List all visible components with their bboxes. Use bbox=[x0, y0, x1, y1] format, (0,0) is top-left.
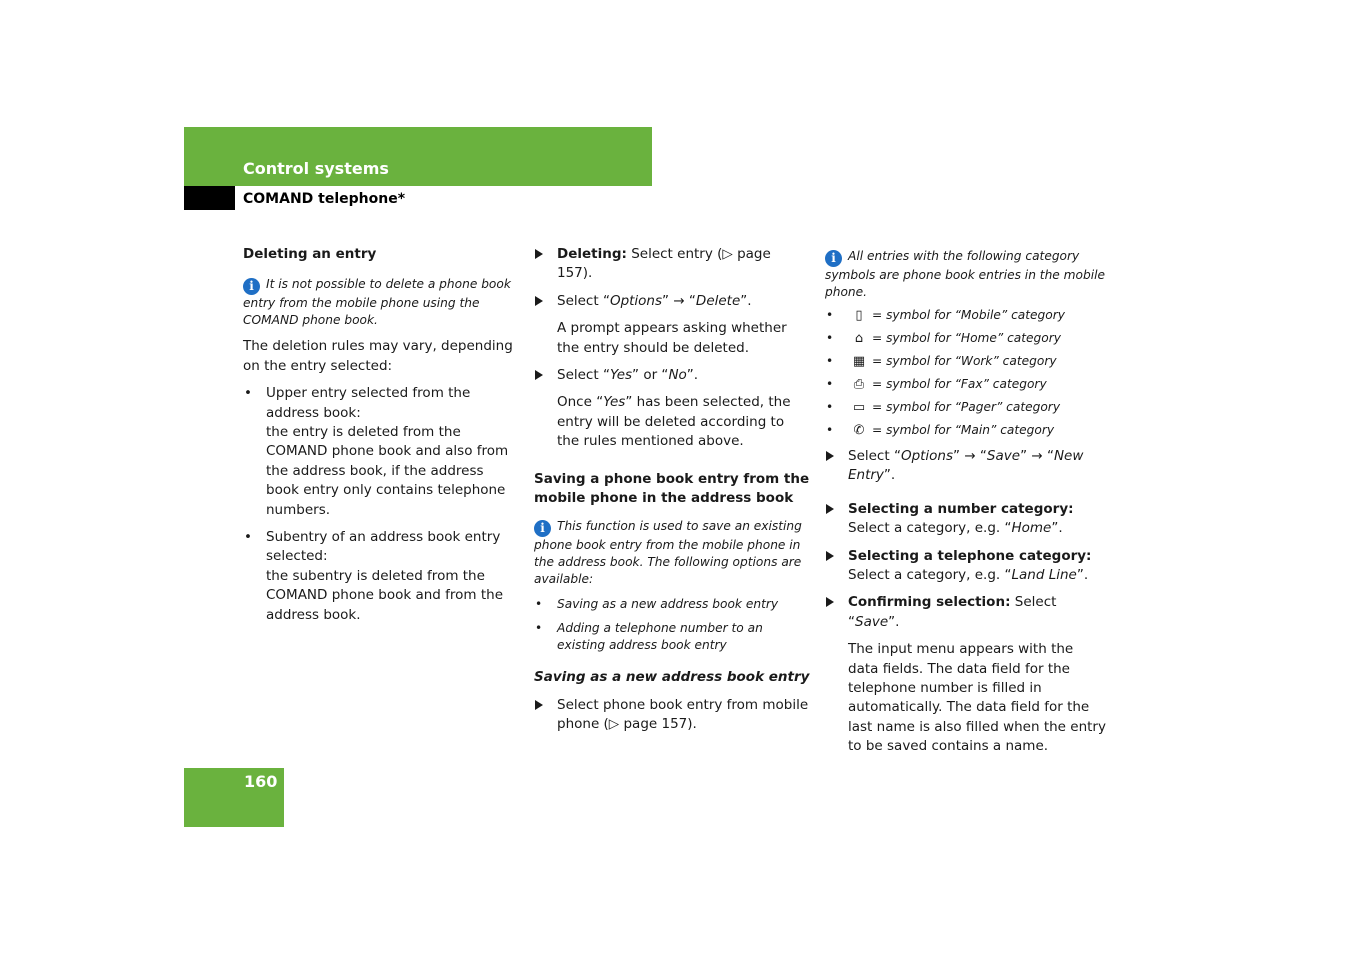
menu-term: New Entry bbox=[848, 448, 1084, 484]
menu-term: Home bbox=[1011, 520, 1052, 537]
step-label: Confirming selection: bbox=[848, 594, 1011, 611]
menu-term: Options bbox=[609, 292, 663, 309]
step-text: Select a category, e.g. “ bbox=[848, 520, 1012, 537]
pager-icon: ▭ bbox=[852, 400, 866, 415]
fax-icon: ⎙ bbox=[853, 377, 865, 392]
step-telephone-category bbox=[825, 547, 1107, 586]
work-icon: ▦ bbox=[852, 354, 866, 369]
category-text: = symbol for “Pager” category bbox=[872, 400, 1061, 414]
mobile-icon: ▯ bbox=[855, 308, 863, 323]
info-note-text: It is not possible to delete a phone book entry from the mobile phone using the COMAND phone book. bbox=[243, 277, 511, 328]
menu-term: Save bbox=[855, 613, 889, 630]
step-text: ”. bbox=[1076, 567, 1089, 584]
step-text: ”. bbox=[686, 367, 699, 384]
delete-steps bbox=[534, 245, 810, 452]
list-item bbox=[825, 307, 1107, 324]
step-arrow-icon bbox=[535, 296, 543, 306]
info-note-text: All entries with the following category symbols are phone book entries in the mobile phone. bbox=[825, 249, 1105, 299]
save-steps bbox=[534, 696, 810, 735]
step-arrow-icon bbox=[826, 551, 834, 561]
info-icon: i bbox=[825, 250, 842, 267]
step-text: ” has been selected, the entry will be deleted according to the rules mentioned above. bbox=[557, 394, 791, 450]
deletion-rules-list bbox=[243, 384, 519, 625]
step-text: ”. bbox=[883, 467, 896, 484]
list-item-text: the entry is deleted from the COMAND phone book and also from the address book, if the address book entry only contains telephone numbers. bbox=[266, 424, 509, 518]
menu-term: No bbox=[668, 367, 687, 384]
menu-term: Options bbox=[900, 448, 954, 464]
step-select-phonebook-entry bbox=[534, 696, 810, 735]
list-item bbox=[243, 528, 519, 625]
step-select-yes-no bbox=[534, 366, 810, 452]
list-item bbox=[825, 422, 1107, 439]
step-confirm-selection bbox=[825, 593, 1107, 756]
step-deleting bbox=[534, 245, 810, 284]
step-arrow-icon bbox=[535, 370, 543, 380]
save-options-list bbox=[534, 596, 810, 654]
step-text: ” or “ bbox=[632, 367, 669, 384]
step-text: Select “ bbox=[848, 594, 1057, 630]
step-text: ” → “ bbox=[953, 448, 987, 464]
step-result: The input menu appears with the data fields. The data field for the telephone number is filled in automatically. The data field for the last name is also filled when the entry to be saved contains a name. bbox=[848, 641, 1106, 755]
heading-deleting-entry: Deleting an entry bbox=[243, 246, 377, 262]
subsection-title: COMAND telephone* bbox=[243, 191, 406, 207]
step-text: Select a category, e.g. “ bbox=[848, 567, 1012, 584]
step-text: Select entry (▷ page 157). bbox=[557, 246, 771, 282]
list-item bbox=[825, 353, 1107, 370]
step-text: ”. bbox=[888, 613, 900, 630]
step-text: Select “ bbox=[557, 292, 610, 309]
home-icon: ⌂ bbox=[854, 331, 864, 346]
list-item bbox=[243, 384, 519, 520]
step-label: Selecting a number category: bbox=[848, 500, 1074, 517]
column-2 bbox=[534, 245, 810, 743]
page-number: 160 bbox=[244, 772, 278, 791]
menu-term: Land Line bbox=[1011, 567, 1077, 584]
info-icon: i bbox=[243, 278, 260, 295]
info-note bbox=[534, 518, 810, 588]
step-text: Select “ bbox=[848, 448, 901, 464]
list-item bbox=[825, 399, 1107, 416]
list-item-text: the subentry is deleted from the COMAND phone book and from the address book. bbox=[266, 567, 504, 623]
heading-saving-entry: Saving a phone book entry from the mobile phone in the address book bbox=[534, 470, 810, 507]
info-note bbox=[243, 276, 519, 329]
step-text: ” → “ bbox=[1020, 448, 1054, 464]
step-select-save-new bbox=[825, 447, 1107, 486]
category-text: = symbol for “Main” category bbox=[872, 423, 1055, 437]
category-text: = symbol for “Work” category bbox=[872, 354, 1057, 368]
list-item-lead: Upper entry selected from the address book: bbox=[266, 385, 471, 421]
subsection-marker bbox=[184, 186, 235, 210]
step-label: Selecting a telephone category: bbox=[848, 547, 1092, 564]
step-arrow-icon bbox=[535, 249, 543, 259]
menu-term: Save bbox=[986, 448, 1021, 464]
column-3 bbox=[825, 248, 1107, 765]
category-text: = symbol for “Home” category bbox=[872, 331, 1061, 345]
list-item: • Saving as a new address book entry bbox=[534, 596, 810, 613]
step-text: Select phone book entry from mobile phone (▷ page 157). bbox=[557, 696, 809, 733]
step-text: Once “ bbox=[557, 394, 604, 411]
info-icon: i bbox=[534, 520, 551, 537]
section-title: Control systems bbox=[243, 159, 389, 178]
step-arrow-icon bbox=[535, 700, 543, 710]
info-note bbox=[825, 248, 1107, 301]
list-item bbox=[825, 376, 1107, 393]
list-item: • Adding a telephone number to an existing address book entry bbox=[534, 620, 810, 654]
category-steps bbox=[825, 447, 1107, 757]
step-arrow-icon bbox=[826, 451, 834, 461]
list-item-lead: Subentry of an address book entry selected: bbox=[266, 529, 501, 565]
step-text: Select “ bbox=[557, 367, 610, 384]
step-text: ”. bbox=[1051, 520, 1063, 537]
intro-text: The deletion rules may vary, depending on the entry selected: bbox=[243, 338, 513, 374]
step-text: ”. bbox=[740, 292, 752, 309]
category-text: = symbol for “Fax” category bbox=[872, 377, 1047, 391]
column-1 bbox=[243, 245, 519, 633]
step-result: A prompt appears asking whether the entry should be deleted. bbox=[557, 320, 787, 356]
step-arrow-icon bbox=[826, 597, 834, 607]
menu-term: Yes bbox=[609, 367, 633, 384]
main-phone-icon: ✆ bbox=[853, 423, 865, 438]
info-note-text: This function is used to save an existing phone book entry from the mobile phone in the address book. The following options are available: bbox=[534, 519, 802, 587]
menu-term: Yes bbox=[603, 394, 626, 411]
step-label: Deleting: bbox=[557, 246, 627, 262]
step-text: ” → “ bbox=[662, 292, 696, 309]
category-text: = symbol for “Mobile” category bbox=[872, 308, 1065, 322]
heading-new-address-entry: Saving as a new address book entry bbox=[534, 669, 810, 686]
step-arrow-icon bbox=[826, 504, 834, 514]
menu-term: Delete bbox=[695, 292, 741, 309]
category-symbol-list bbox=[825, 307, 1107, 439]
step-select-options bbox=[534, 292, 810, 358]
step-number-category bbox=[825, 500, 1107, 539]
list-item bbox=[825, 330, 1107, 347]
step-result bbox=[557, 393, 810, 451]
